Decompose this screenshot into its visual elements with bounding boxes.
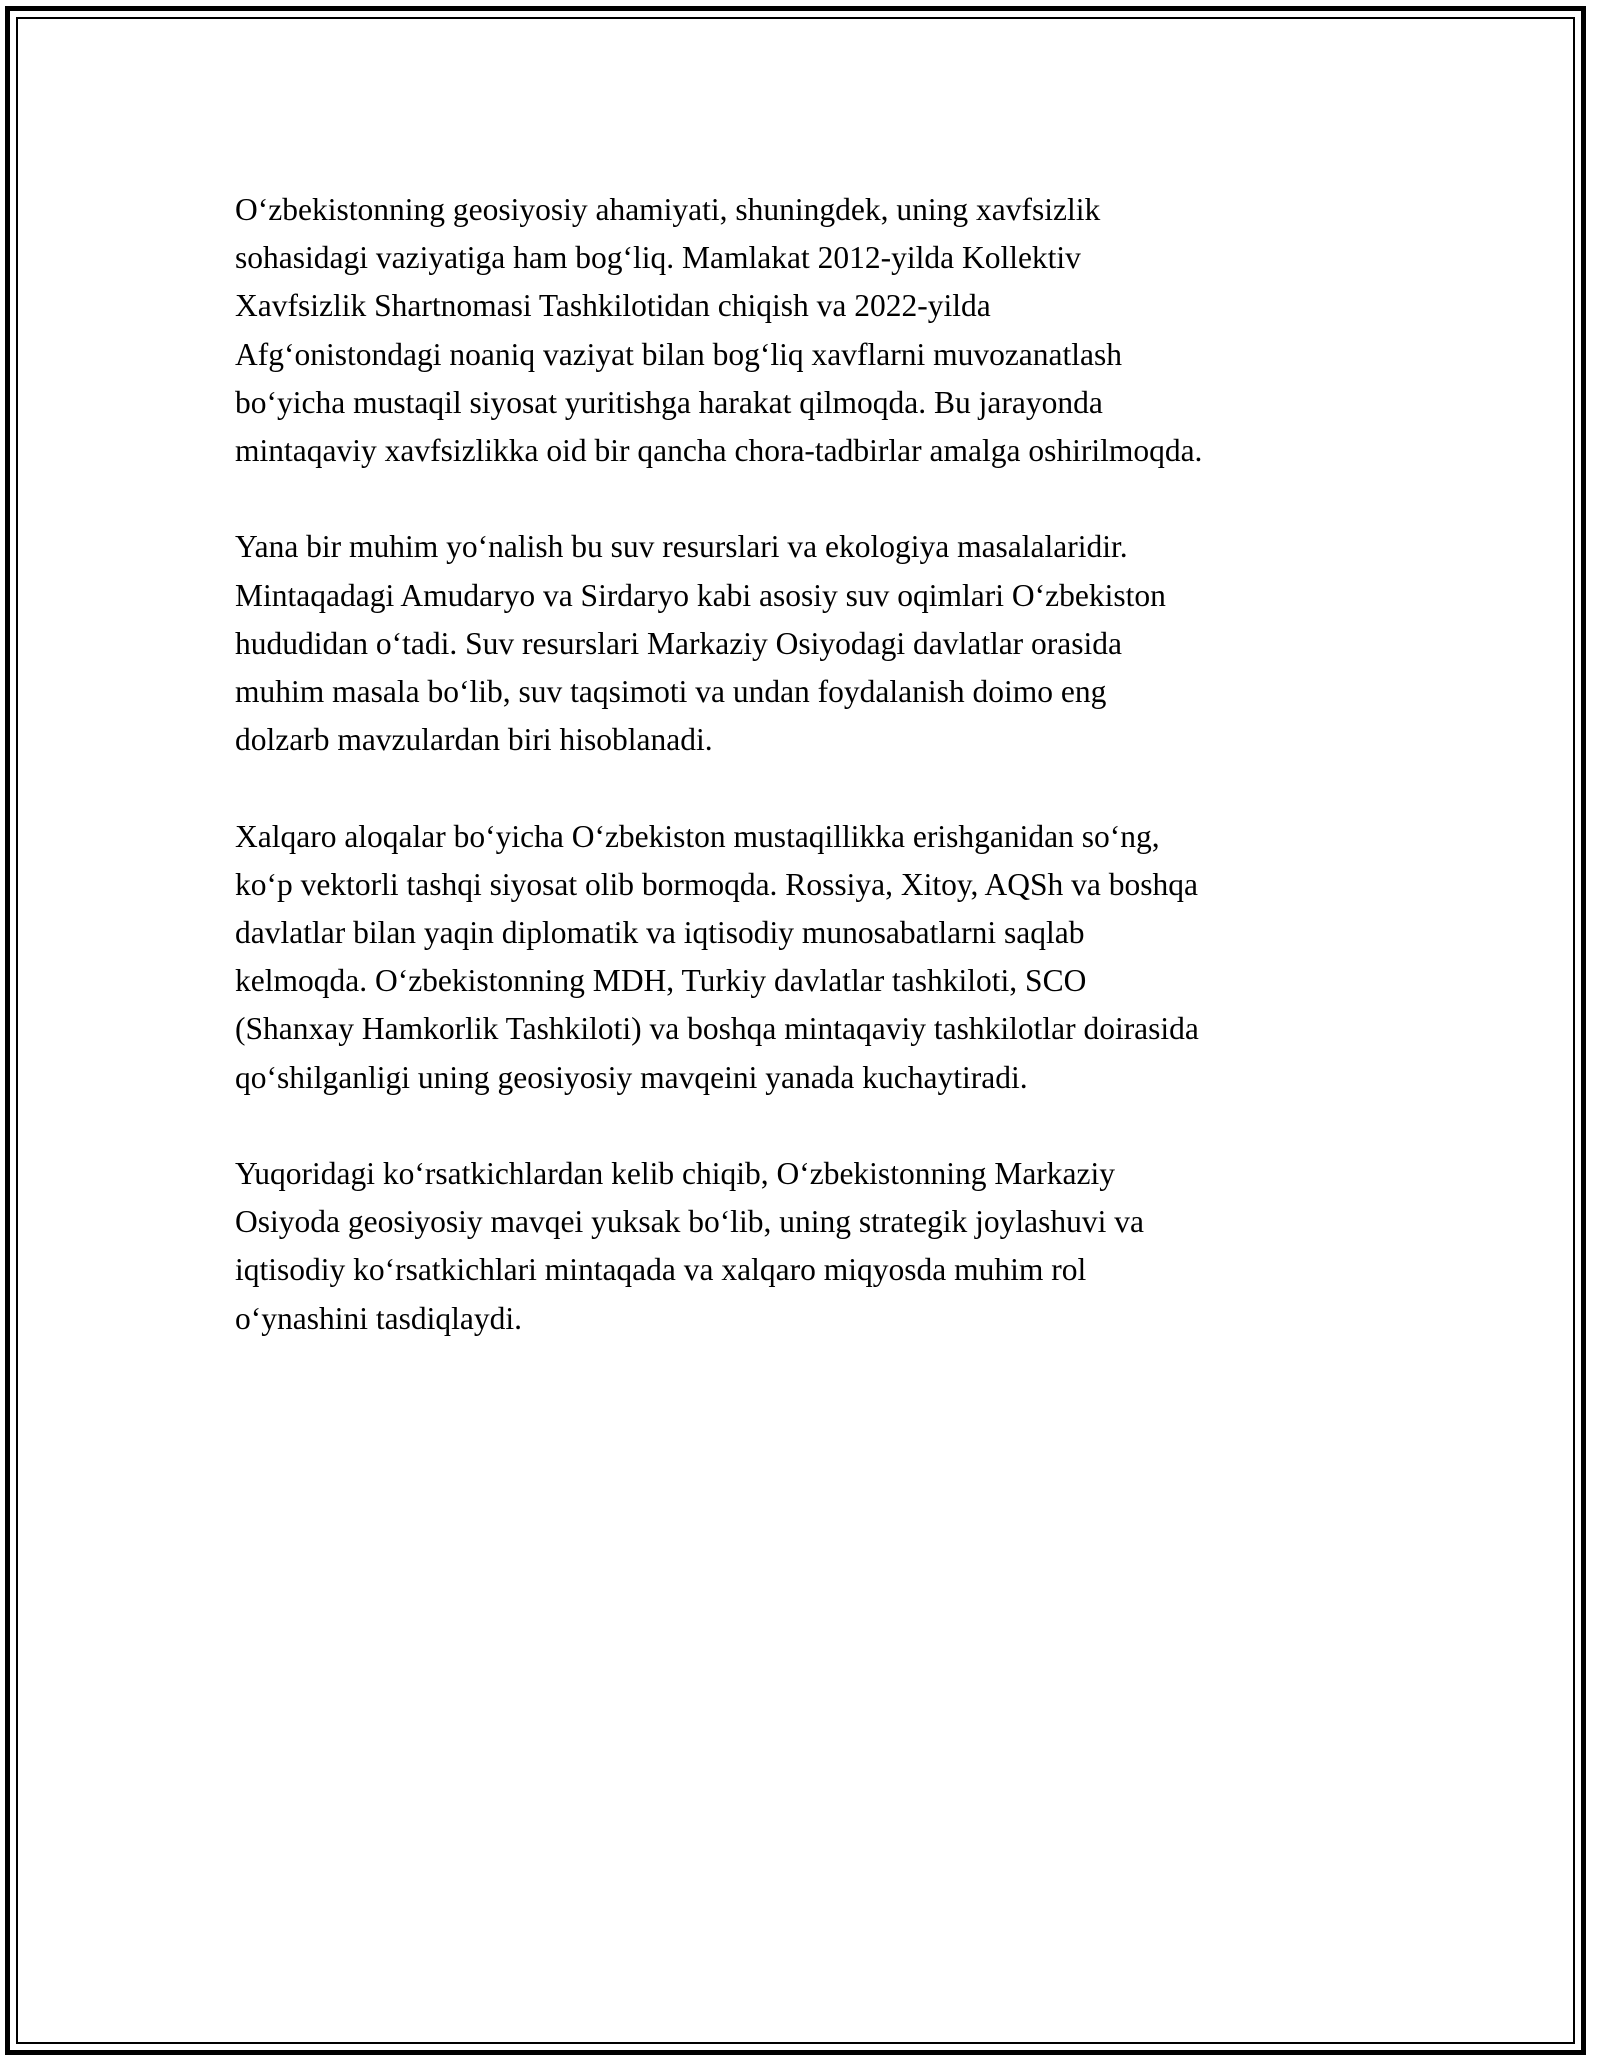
- paragraph-water-resources: [235, 523, 1365, 764]
- text-line: Xavfsizlik Shartnomasi Tashkilotidan chiqish va 2022-yilda: [235, 288, 991, 324]
- text-line: ko‘p vektorli tashqi siyosat olib bormoqda. Rossiya, Xitoy, AQSh va boshqa: [235, 866, 1199, 902]
- text-line: davlatlar bilan yaqin diplomatik va iqtisodiy munosabatlarni saqlab: [235, 915, 1085, 951]
- text-line: o‘ynashini tasdiqlaydi.: [235, 1300, 522, 1336]
- text-line: dolzarb mavzulardan biri hisoblanadi.: [235, 722, 713, 758]
- text-line: qo‘shilganligi uning geosiyosiy mavqeini yanada kuchaytiradi.: [235, 1059, 1028, 1095]
- text-line: Afg‘onistondagi noaniq vaziyat bilan bog‘liq xavflarni muvozanatlash: [235, 336, 1123, 372]
- document-body: [235, 186, 1365, 1391]
- text-line: sohasidagi vaziyatiga ham bog‘liq. Mamlakat 2012-yilda Kollektiv: [235, 240, 1081, 276]
- text-line: bo‘yicha mustaqil siyosat yuritishga harakat qilmoqda. Bu jarayonda: [235, 384, 1103, 420]
- paragraph-international-relations: [235, 813, 1365, 1102]
- text-line: hududidan o‘tadi. Suv resurslari Markaziy Osiyodagi davlatlar orasida: [235, 625, 1123, 661]
- text-line: O‘zbekistonning geosiyosiy ahamiyati, shuningdek, uning xavfsizlik: [235, 192, 1101, 227]
- text-line: mintaqaviy xavfsizlikka oid bir qancha chora-tadbirlar amalga oshirilmoqda.: [235, 433, 1203, 469]
- text-line: Mintaqadagi Amudaryo va Sirdaryo kabi asosiy suv oqimlari O‘zbekiston: [235, 577, 1166, 613]
- text-line: muhim masala bo‘lib, suv taqsimoti va undan foydalanish doimo eng: [235, 674, 1107, 710]
- text-line: iqtisodiy ko‘rsatkichlari mintaqada va xalqaro miqyosda muhim rol: [235, 1252, 1087, 1288]
- text-line: Yuqoridagi ko‘rsatkichlardan kelib chiqib, O‘zbekistonning Markaziy: [235, 1156, 1116, 1192]
- paragraph-security: [235, 186, 1365, 475]
- text-line: kelmoqda. O‘zbekistonning MDH, Turkiy davlatlar tashkiloti, SCO: [235, 963, 1087, 999]
- paragraph-conclusion: [235, 1150, 1365, 1343]
- text-line: Osiyoda geosiyosiy mavqei yuksak bo‘lib, uning strategik joylashuvi va: [235, 1204, 1145, 1240]
- text-line: Yana bir muhim yo‘nalish bu suv resurslari va ekologiya masalalaridir.: [235, 529, 1128, 565]
- text-line: Xalqaro aloqalar bo‘yicha O‘zbekiston mustaqillikka erishganidan so‘ng,: [235, 818, 1160, 854]
- text-line: (Shanxay Hamkorlik Tashkiloti) va boshqa mintaqaviy tashkilotlar doirasida: [235, 1011, 1199, 1047]
